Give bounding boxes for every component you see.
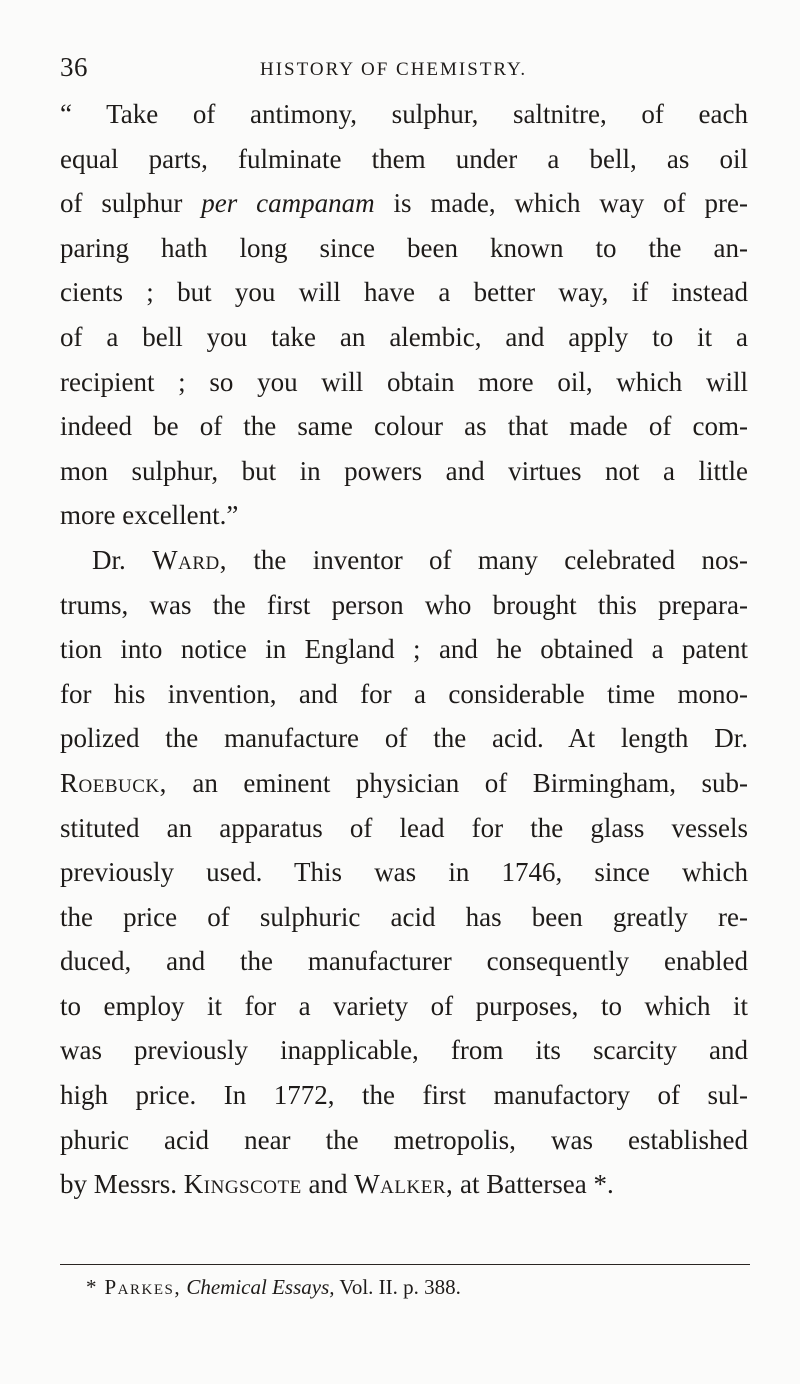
small-caps-name: Ward, (152, 544, 227, 575)
text-line: more excellent.” (60, 500, 239, 531)
text-line (60, 761, 748, 806)
text-line: mon sulphur, but in powers and virtues not a little (60, 455, 748, 486)
text-line: to employ it for a variety of purposes, to which it (60, 990, 748, 1021)
text-line: indeed be of the same colour as that made of com- (60, 411, 748, 442)
running-title: HISTORY OF CHEMISTRY. (260, 59, 528, 80)
text-line (60, 1162, 748, 1207)
text-run: of sulphur (60, 188, 183, 219)
footnote-author: Parkes, (104, 1275, 182, 1299)
text-line: paring hath long since been known to the an- (60, 232, 748, 263)
text-line: trums, was the first person who brought this prepara- (60, 589, 748, 620)
footnote (86, 1274, 461, 1300)
text-line: for his invention, and for a considerable time mono- (60, 678, 748, 709)
text-line: the price of sulphuric acid has been greatly re- (60, 901, 748, 932)
text-line: previously used. This was in 1746, since which (60, 857, 748, 888)
text-run: an eminent physician of Birmingham, sub- (192, 767, 748, 798)
text-run: Dr. (92, 544, 126, 575)
text-line (60, 538, 748, 583)
running-head (60, 52, 760, 86)
footnote-citation: Vol. II. p. 388. (339, 1275, 461, 1299)
text-run: by Messrs. (60, 1169, 178, 1200)
text-line: tion into notice in England ; and he obtained a patent (60, 634, 748, 665)
footnote-rule (60, 1264, 750, 1265)
text-line: stituted an apparatus of lead for the glass vessels (60, 812, 748, 843)
text-line: polized the manufacture of the acid. At length Dr. (60, 723, 748, 754)
small-caps-name: Walker, (354, 1169, 454, 1200)
text-run: is made, which way of pre- (393, 188, 748, 219)
text-run: at Battersea *. (460, 1169, 614, 1200)
text-run: and (308, 1169, 348, 1200)
page-number: 36 (60, 52, 88, 82)
body-text (60, 92, 748, 1207)
footnote-marker: * (86, 1275, 97, 1299)
text-line: duced, and the manufacturer consequently enabled (60, 946, 748, 977)
text-line: cients ; but you will have a better way, if instead (60, 277, 748, 308)
footnote-title: Chemical Essays, (186, 1275, 335, 1299)
italic-phrase: per campanam (201, 188, 375, 219)
text-line: phuric acid near the metropolis, was established (60, 1124, 748, 1155)
text-line: “ Take of antimony, sulphur, saltnitre, of each (60, 99, 748, 129)
text-line: equal parts, fulminate them under a bell, as oil (60, 143, 748, 174)
text-line (60, 181, 748, 226)
text-line: of a bell you take an alembic, and apply to it a (60, 321, 748, 352)
text-line: was previously inapplicable, from its scarcity and (60, 1035, 748, 1066)
text-run: the inventor of many celebrated nos- (253, 544, 748, 575)
small-caps-name: Kingscote (183, 1169, 302, 1200)
text-line: high price. In 1772, the first manufactory of sul- (60, 1080, 748, 1111)
small-caps-name: Roebuck, (60, 767, 167, 798)
text-line: recipient ; so you will obtain more oil, which will (60, 366, 748, 397)
